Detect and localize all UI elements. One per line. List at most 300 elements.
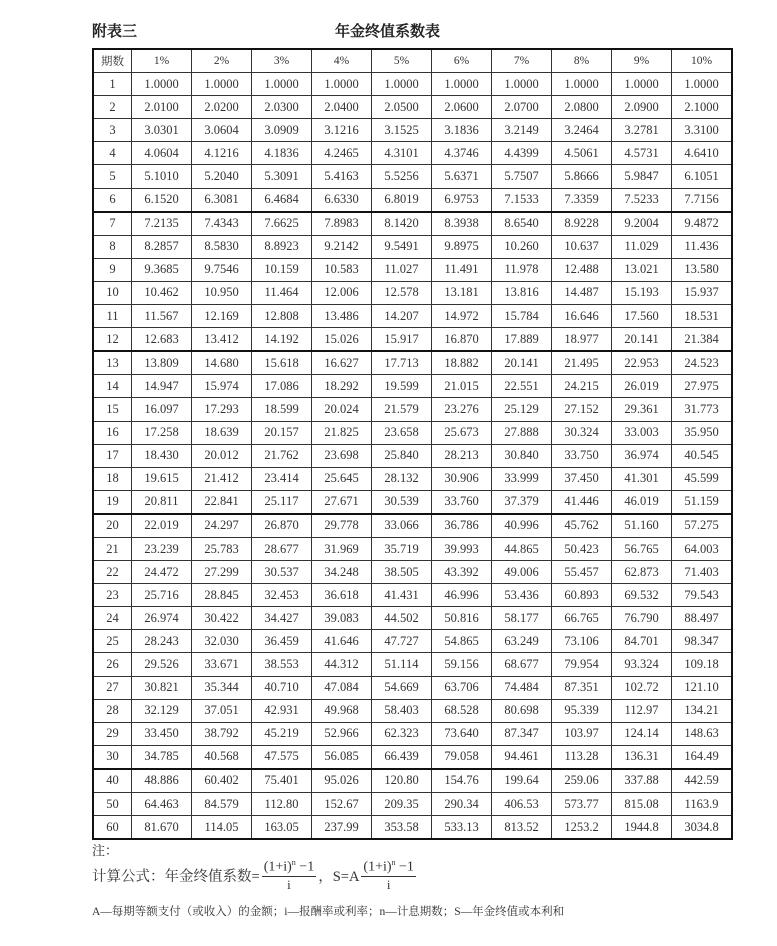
factor-cell: 47.727 xyxy=(372,630,432,653)
factor-cell: 51.160 xyxy=(612,514,672,538)
factor-cell: 23.698 xyxy=(312,444,372,467)
factor-cell: 154.76 xyxy=(432,769,492,793)
factor-cell: 112.80 xyxy=(252,793,312,816)
factor-cell: 4.6410 xyxy=(672,142,733,165)
exponent: n xyxy=(391,858,396,867)
table-row xyxy=(93,793,732,816)
factor-cell: 14.487 xyxy=(552,281,612,304)
factor-cell: 40.568 xyxy=(192,745,252,769)
factor-cell: 81.670 xyxy=(132,816,192,840)
numerator-base: (1+i) xyxy=(363,859,392,875)
factor-cell: 32.030 xyxy=(192,630,252,653)
factor-cell: 815.08 xyxy=(612,793,672,816)
factor-cell: 121.10 xyxy=(672,676,733,699)
factor-cell: 1.0000 xyxy=(612,73,672,96)
factor-cell: 57.275 xyxy=(672,514,733,538)
factor-cell: 80.698 xyxy=(492,699,552,722)
factor-cell: 64.463 xyxy=(132,793,192,816)
factor-cell: 6.9753 xyxy=(432,188,492,212)
factor-cell: 33.999 xyxy=(492,467,552,490)
factor-cell: 3.1836 xyxy=(432,119,492,142)
factor-cell: 2.0100 xyxy=(132,96,192,119)
period-cell: 12 xyxy=(93,328,132,352)
factor-cell: 1.0000 xyxy=(312,73,372,96)
factor-cell: 120.80 xyxy=(372,769,432,793)
factor-cell: 7.7156 xyxy=(672,188,733,212)
factor-cell: 103.97 xyxy=(552,722,612,745)
factor-cell: 36.618 xyxy=(312,584,372,607)
factor-cell: 1.0000 xyxy=(492,73,552,96)
period-cell: 19 xyxy=(93,490,132,514)
column-header: 1% xyxy=(132,49,192,73)
factor-cell: 35.719 xyxy=(372,537,432,560)
appendix-label: 附表三 xyxy=(92,22,138,40)
factor-cell: 25.129 xyxy=(492,398,552,421)
factor-cell: 17.086 xyxy=(252,375,312,398)
factor-cell: 15.618 xyxy=(252,351,312,375)
factor-cell: 4.5061 xyxy=(552,142,612,165)
factor-cell: 11.978 xyxy=(492,258,552,281)
factor-cell: 37.051 xyxy=(192,699,252,722)
denominator: i xyxy=(287,876,291,892)
factor-cell: 34.785 xyxy=(132,745,192,769)
period-cell: 22 xyxy=(93,561,132,584)
factor-cell: 23.658 xyxy=(372,421,432,444)
factor-cell: 74.484 xyxy=(492,676,552,699)
factor-cell: 290.34 xyxy=(432,793,492,816)
factor-cell: 21.495 xyxy=(552,351,612,375)
factor-cell: 39.083 xyxy=(312,607,372,630)
factor-cell: 20.141 xyxy=(492,351,552,375)
factor-cell: 353.58 xyxy=(372,816,432,840)
factor-cell: 16.627 xyxy=(312,351,372,375)
factor-cell: 50.816 xyxy=(432,607,492,630)
period-cell: 26 xyxy=(93,653,132,676)
factor-cell: 5.8666 xyxy=(552,165,612,188)
factor-cell: 136.31 xyxy=(612,745,672,769)
factor-cell: 15.937 xyxy=(672,281,733,304)
factor-cell: 33.750 xyxy=(552,444,612,467)
factor-cell: 10.583 xyxy=(312,258,372,281)
factor-cell: 41.446 xyxy=(552,490,612,514)
factor-cell: 37.379 xyxy=(492,490,552,514)
period-cell: 50 xyxy=(93,793,132,816)
column-header: 8% xyxy=(552,49,612,73)
factor-cell: 17.713 xyxy=(372,351,432,375)
factor-cell: 33.450 xyxy=(132,722,192,745)
factor-cell: 28.132 xyxy=(372,467,432,490)
table-row xyxy=(93,96,732,119)
period-cell: 30 xyxy=(93,745,132,769)
factor-cell: 9.3685 xyxy=(132,258,192,281)
factor-cell: 16.646 xyxy=(552,305,612,328)
factor-cell: 17.560 xyxy=(612,305,672,328)
table-row xyxy=(93,722,732,745)
table-row xyxy=(93,584,732,607)
factor-cell: 2.0200 xyxy=(192,96,252,119)
factor-cell: 30.537 xyxy=(252,561,312,584)
factor-cell: 18.531 xyxy=(672,305,733,328)
factor-cell: 124.14 xyxy=(612,722,672,745)
factor-cell: 62.873 xyxy=(612,561,672,584)
factor-cell: 1.0000 xyxy=(372,73,432,96)
factor-cell: 20.012 xyxy=(192,444,252,467)
factor-cell: 58.403 xyxy=(372,699,432,722)
factor-cell: 5.5256 xyxy=(372,165,432,188)
factor-cell: 35.344 xyxy=(192,676,252,699)
factor-cell: 79.543 xyxy=(672,584,733,607)
table-row xyxy=(93,537,732,560)
factor-cell: 19.599 xyxy=(372,375,432,398)
factor-cell: 27.152 xyxy=(552,398,612,421)
factor-cell: 1253.2 xyxy=(552,816,612,840)
factor-cell: 73.640 xyxy=(432,722,492,745)
factor-cell: 29.361 xyxy=(612,398,672,421)
factor-cell: 53.436 xyxy=(492,584,552,607)
factor-cell: 95.026 xyxy=(312,769,372,793)
table-row xyxy=(93,73,732,96)
factor-cell: 16.870 xyxy=(432,328,492,352)
factor-cell: 40.996 xyxy=(492,514,552,538)
period-cell: 11 xyxy=(93,305,132,328)
factor-cell: 11.027 xyxy=(372,258,432,281)
table-header-row xyxy=(93,49,732,73)
table-row xyxy=(93,561,732,584)
factor-cell: 24.472 xyxy=(132,561,192,584)
factor-cell: 3.1216 xyxy=(312,119,372,142)
factor-cell: 22.953 xyxy=(612,351,672,375)
factor-cell: 199.64 xyxy=(492,769,552,793)
factor-cell: 60.402 xyxy=(192,769,252,793)
annuity-factor-table xyxy=(92,48,733,840)
factor-cell: 28.677 xyxy=(252,537,312,560)
factor-cell: 95.339 xyxy=(552,699,612,722)
denominator: i xyxy=(386,876,391,892)
period-cell: 4 xyxy=(93,142,132,165)
factor-cell: 44.865 xyxy=(492,537,552,560)
factor-cell: 33.671 xyxy=(192,653,252,676)
factor-cell: 6.3081 xyxy=(192,188,252,212)
factor-cell: 4.1836 xyxy=(252,142,312,165)
factor-cell: 10.637 xyxy=(552,235,612,258)
factor-cell: 32.453 xyxy=(252,584,312,607)
factor-cell: 15.974 xyxy=(192,375,252,398)
factor-cell: 49.006 xyxy=(492,561,552,584)
factor-cell: 21.825 xyxy=(312,421,372,444)
table-row xyxy=(93,745,732,769)
column-header: 期数 xyxy=(93,49,132,73)
factor-cell: 14.972 xyxy=(432,305,492,328)
factor-cell: 14.680 xyxy=(192,351,252,375)
factor-cell: 15.026 xyxy=(312,328,372,352)
factor-cell: 37.450 xyxy=(552,467,612,490)
factor-cell: 8.3938 xyxy=(432,212,492,236)
factor-cell: 13.816 xyxy=(492,281,552,304)
factor-cell: 2.0400 xyxy=(312,96,372,119)
factor-cell: 68.528 xyxy=(432,699,492,722)
factor-cell: 209.35 xyxy=(372,793,432,816)
factor-cell: 25.783 xyxy=(192,537,252,560)
factor-cell: 51.159 xyxy=(672,490,733,514)
factor-cell: 152.67 xyxy=(312,793,372,816)
factor-cell: 59.156 xyxy=(432,653,492,676)
factor-cell: 26.870 xyxy=(252,514,312,538)
factor-cell: 24.215 xyxy=(552,375,612,398)
table-row xyxy=(93,398,732,421)
factor-cell: 22.019 xyxy=(132,514,192,538)
factor-cell: 8.5830 xyxy=(192,235,252,258)
factor-cell: 134.21 xyxy=(672,699,733,722)
factor-cell: 9.5491 xyxy=(372,235,432,258)
factor-cell: 9.4872 xyxy=(672,212,733,236)
factor-cell: 20.811 xyxy=(132,490,192,514)
note-label: 注： xyxy=(92,843,119,858)
factor-cell: 1.0000 xyxy=(672,73,733,96)
column-header: 10% xyxy=(672,49,733,73)
column-header: 4% xyxy=(312,49,372,73)
factor-cell: 63.249 xyxy=(492,630,552,653)
factor-cell: 6.4684 xyxy=(252,188,312,212)
factor-cell: 4.4399 xyxy=(492,142,552,165)
fraction-2 xyxy=(361,858,416,893)
factor-cell: 69.532 xyxy=(612,584,672,607)
factor-cell: 20.141 xyxy=(612,328,672,352)
factor-cell: 60.893 xyxy=(552,584,612,607)
factor-cell: 42.931 xyxy=(252,699,312,722)
period-cell: 3 xyxy=(93,119,132,142)
factor-cell: 21.579 xyxy=(372,398,432,421)
factor-cell: 63.706 xyxy=(432,676,492,699)
factor-cell: 24.523 xyxy=(672,351,733,375)
factor-cell: 5.9847 xyxy=(612,165,672,188)
period-cell: 18 xyxy=(93,467,132,490)
factor-cell: 79.954 xyxy=(552,653,612,676)
table-row xyxy=(93,328,732,352)
factor-cell: 93.324 xyxy=(612,653,672,676)
factor-cell: 4.3101 xyxy=(372,142,432,165)
factor-cell: 9.8975 xyxy=(432,235,492,258)
factor-cell: 102.72 xyxy=(612,676,672,699)
factor-cell: 31.773 xyxy=(672,398,733,421)
factor-cell: 87.351 xyxy=(552,676,612,699)
factor-cell: 18.292 xyxy=(312,375,372,398)
period-cell: 6 xyxy=(93,188,132,212)
factor-cell: 25.673 xyxy=(432,421,492,444)
column-header: 7% xyxy=(492,49,552,73)
factor-cell: 8.9228 xyxy=(552,212,612,236)
factor-cell: 55.457 xyxy=(552,561,612,584)
formula-prefix: 计算公式：年金终值系数= xyxy=(92,868,260,885)
factor-cell: 12.169 xyxy=(192,305,252,328)
period-cell: 10 xyxy=(93,281,132,304)
factor-cell: 5.2040 xyxy=(192,165,252,188)
factor-cell: 45.599 xyxy=(672,467,733,490)
factor-cell: 24.297 xyxy=(192,514,252,538)
factor-cell: 20.157 xyxy=(252,421,312,444)
factor-cell: 13.580 xyxy=(672,258,733,281)
factor-cell: 4.0604 xyxy=(132,142,192,165)
factor-cell: 10.260 xyxy=(492,235,552,258)
table-row xyxy=(93,142,732,165)
factor-cell: 34.248 xyxy=(312,561,372,584)
factor-cell: 13.181 xyxy=(432,281,492,304)
factor-cell: 33.066 xyxy=(372,514,432,538)
factor-cell: 12.578 xyxy=(372,281,432,304)
factor-cell: 44.312 xyxy=(312,653,372,676)
minus-one: −1 xyxy=(395,859,414,875)
factor-cell: 66.439 xyxy=(372,745,432,769)
factor-cell: 2.0700 xyxy=(492,96,552,119)
table-row xyxy=(93,119,732,142)
factor-cell: 5.6371 xyxy=(432,165,492,188)
period-cell: 16 xyxy=(93,421,132,444)
factor-cell: 164.49 xyxy=(672,745,733,769)
factor-cell: 17.293 xyxy=(192,398,252,421)
factor-cell: 9.2004 xyxy=(612,212,672,236)
factor-cell: 23.414 xyxy=(252,467,312,490)
factor-cell: 31.969 xyxy=(312,537,372,560)
factor-cell: 45.762 xyxy=(552,514,612,538)
period-cell: 14 xyxy=(93,375,132,398)
factor-cell: 71.403 xyxy=(672,561,733,584)
factor-cell: 38.505 xyxy=(372,561,432,584)
factor-cell: 43.392 xyxy=(432,561,492,584)
factor-cell: 2.0300 xyxy=(252,96,312,119)
factor-cell: 533.13 xyxy=(432,816,492,840)
period-cell: 27 xyxy=(93,676,132,699)
factor-cell: 26.019 xyxy=(612,375,672,398)
factor-cell: 17.889 xyxy=(492,328,552,352)
factor-cell: 3.0301 xyxy=(132,119,192,142)
factor-cell: 58.177 xyxy=(492,607,552,630)
factor-cell: 38.553 xyxy=(252,653,312,676)
factor-cell: 3.3100 xyxy=(672,119,733,142)
factor-cell: 6.6330 xyxy=(312,188,372,212)
factor-cell: 7.3359 xyxy=(552,188,612,212)
factor-cell: 13.486 xyxy=(312,305,372,328)
factor-cell: 64.003 xyxy=(672,537,733,560)
factor-cell: 32.129 xyxy=(132,699,192,722)
factor-cell: 46.019 xyxy=(612,490,672,514)
table-row xyxy=(93,467,732,490)
factor-cell: 14.192 xyxy=(252,328,312,352)
table-row xyxy=(93,351,732,375)
factor-cell: 4.5731 xyxy=(612,142,672,165)
factor-cell: 11.029 xyxy=(612,235,672,258)
period-cell: 1 xyxy=(93,73,132,96)
factor-cell: 21.384 xyxy=(672,328,733,352)
table-row xyxy=(93,699,732,722)
column-header: 3% xyxy=(252,49,312,73)
column-header: 2% xyxy=(192,49,252,73)
factor-cell: 52.966 xyxy=(312,722,372,745)
formula xyxy=(92,858,418,893)
factor-cell: 46.996 xyxy=(432,584,492,607)
factor-cell: 12.808 xyxy=(252,305,312,328)
factor-cell: 15.917 xyxy=(372,328,432,352)
factor-cell: 35.950 xyxy=(672,421,733,444)
factor-cell: 94.461 xyxy=(492,745,552,769)
factor-cell: 14.947 xyxy=(132,375,192,398)
factor-cell: 11.436 xyxy=(672,235,733,258)
factor-cell: 68.677 xyxy=(492,653,552,676)
factor-cell: 18.639 xyxy=(192,421,252,444)
period-cell: 9 xyxy=(93,258,132,281)
factor-cell: 40.710 xyxy=(252,676,312,699)
period-cell: 40 xyxy=(93,769,132,793)
factor-cell: 406.53 xyxy=(492,793,552,816)
period-cell: 8 xyxy=(93,235,132,258)
period-cell: 15 xyxy=(93,398,132,421)
factor-cell: 813.52 xyxy=(492,816,552,840)
factor-cell: 27.975 xyxy=(672,375,733,398)
factor-cell: 7.8983 xyxy=(312,212,372,236)
factor-cell: 19.615 xyxy=(132,467,192,490)
factor-cell: 6.1520 xyxy=(132,188,192,212)
factor-cell: 1.0000 xyxy=(192,73,252,96)
factor-cell: 442.59 xyxy=(672,769,733,793)
factor-cell: 30.821 xyxy=(132,676,192,699)
factor-cell: 36.459 xyxy=(252,630,312,653)
factor-cell: 28.845 xyxy=(192,584,252,607)
factor-cell: 5.3091 xyxy=(252,165,312,188)
formula-separator: ，S=A xyxy=(318,868,360,885)
factor-cell: 13.021 xyxy=(612,258,672,281)
period-cell: 29 xyxy=(93,722,132,745)
factor-cell: 13.809 xyxy=(132,351,192,375)
variable-legend: A—每期等额支付（或收入）的金额；i—报酬率或利率；n—计息期数；S—年金终值或本利和 xyxy=(92,906,565,918)
page-title: 年金终值系数表 xyxy=(335,22,441,40)
factor-cell: 9.2142 xyxy=(312,235,372,258)
factor-cell: 14.207 xyxy=(372,305,432,328)
factor-cell: 5.7507 xyxy=(492,165,552,188)
table-row xyxy=(93,281,732,304)
factor-cell: 9.7546 xyxy=(192,258,252,281)
factor-cell: 25.645 xyxy=(312,467,372,490)
factor-cell: 54.865 xyxy=(432,630,492,653)
table-row xyxy=(93,816,732,840)
column-header: 6% xyxy=(432,49,492,73)
period-cell: 60 xyxy=(93,816,132,840)
factor-cell: 1.0000 xyxy=(552,73,612,96)
factor-cell: 34.427 xyxy=(252,607,312,630)
factor-cell: 2.0900 xyxy=(612,96,672,119)
factor-cell: 25.117 xyxy=(252,490,312,514)
table-row xyxy=(93,514,732,538)
factor-cell: 10.950 xyxy=(192,281,252,304)
factor-cell: 10.159 xyxy=(252,258,312,281)
table-row xyxy=(93,630,732,653)
factor-cell: 2.1000 xyxy=(672,96,733,119)
period-cell: 20 xyxy=(93,514,132,538)
factor-cell: 18.430 xyxy=(132,444,192,467)
factor-cell: 4.2465 xyxy=(312,142,372,165)
factor-cell: 148.63 xyxy=(672,722,733,745)
factor-cell: 1163.9 xyxy=(672,793,733,816)
factor-cell: 3.0909 xyxy=(252,119,312,142)
factor-cell: 21.412 xyxy=(192,467,252,490)
period-cell: 7 xyxy=(93,212,132,236)
factor-cell: 25.716 xyxy=(132,584,192,607)
factor-cell: 23.276 xyxy=(432,398,492,421)
factor-cell: 5.4163 xyxy=(312,165,372,188)
factor-cell: 28.213 xyxy=(432,444,492,467)
factor-cell: 11.464 xyxy=(252,281,312,304)
factor-cell: 7.2135 xyxy=(132,212,192,236)
exponent: n xyxy=(291,858,296,867)
factor-cell: 2.0600 xyxy=(432,96,492,119)
factor-cell: 56.765 xyxy=(612,537,672,560)
